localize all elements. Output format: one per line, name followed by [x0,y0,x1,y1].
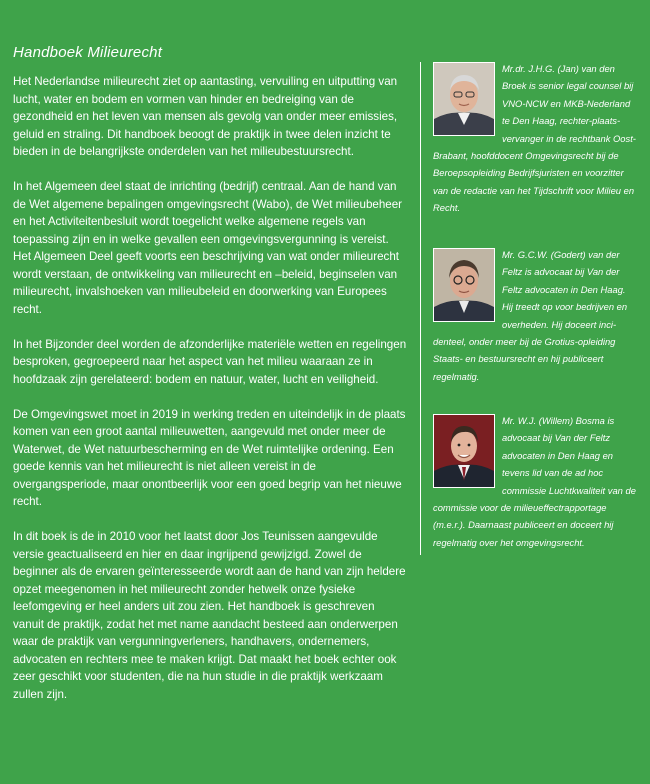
page-title: Handboek Milieurecht [13,44,163,61]
author-photo [433,62,495,136]
intro-paragraph: Het Nederlandse milieurecht ziet op aantasting, vervuiling en uitputting van lucht, water en bodem en vormen van hinder en bedreiging van de gezondheid en het leven van mensen als gevolg van onder meer emissies, geluid en straling. Dit handboek beoogt de praktijk in twee delen inzicht te bieden in de belangrijkste onderdelen van het milieubestuursrecht. [13,75,398,158]
author-card [433,60,639,218]
column-divider [420,62,421,555]
author-photo [433,248,495,322]
author-photo [433,414,495,488]
general-part-paragraph: In het Algemeen deel staat de inrichting (bedrijf) centraal. Aan de hand van de Wet algemene bepalingen omgevingsrecht (Wabo), de Wet milieubeheer en het Activiteitenbesluit wordt toegelicht welke algemene regels van toepassing zijn en in welke gevallen een omgevingsvergunning is vereist. Het Algemeen Deel geeft voorts een beschrijving van wat onder milieurecht wordt verstaan, de ontwikkeling van milieurecht en –beleid, beginselen van milieurecht, invalshoeken van milieubeleid en doorwerking van Europees recht. [13,180,403,316]
author-bio: Mr. W.J. (Willem) Bosma is advocaat bij Van der Feltz advocaten in Den Haag en tevens lid van de ad hoc commissie Luchtkwaliteit van de commissie voor de milieueffectrapportage (m.e.r.). Daarnaast publiceert en doceert hij regelmatig over het omgevingsrecht. [433,415,636,548]
author-bio: Mr. G.C.W. (Godert) van der Feltz is advocaat bij Van der Feltz advocaten in Den Haag. Hij treedt op voor bedrijven en overheden. Hij doceert incidenteel, onder meer bij de Grotius-opleiding Staats- en bestuursrecht en hij publiceert regelmatig. [433,249,628,382]
author-card [433,412,639,551]
author-bio: Mr.dr. J.H.G. (Jan) van den Broek is senior legal counsel bij VNO-NCW en MKB-Nederland te Den Haag, rechter-plaatsvervanger in de rechtbank Oost-Brabant, hoofddocent Omgevingsrecht bij de Beroepsopleiding Bedrijfsjuristen en voorzitter van de redactie van het Tijdschrift voor Milieu en Recht. [433,63,636,214]
author-card [433,246,639,412]
special-part-paragraph: In het Bijzonder deel worden de afzonderlijke materiële wetten en regelingen besproken, gegroepeerd naar het aspect van het milieu waaraan ze in hoofdzaak zijn gerelateerd: bodem en natuur, water, lucht en veiligheid. [13,337,407,386]
edition-paragraph: In dit boek is de in 2010 voor het laatst door Jos Teunissen aangevulde versie geactualiseerd en hier en daar ingrijpend gewijzigd. Zowel de beginner als de ervaren geïnteresseerde wordt aan de hand van zijn heldere opzet meegenomen in het milieurecht zonder hetwelk onze fysieke leefomgeving er heel anders uit zou zien. Het handboek is geschreven vanuit de praktijk, zodat het met name aandacht besteed aan onderwerpen waar de praktijk van vergunningverleners, handhavers, ondernemers, advocaten en rechters mee te maken krijgt. Dat maakt het boek echter ook zeer geschikt voor studenten, die na hun studie in die praktijk werkzaam zullen zijn. [13,530,406,701]
authors-sidebar [433,60,639,551]
environment-act-paragraph: De Omgevingswet moet in 2019 in werking treden en uiteindelijk in de plaats komen van een groot aantal milieuwetten, aangevuld met onder meer de Waterwet, de Wet natuurbescherming en de Wet ruimtelijke ordening. Een goede kennis van het milieurecht is niet alleen vereist in de overgangsperiode, maar onontbeerlijk voor een goed begrip van het nieuwe recht. [13,407,406,508]
main-column [13,44,408,721]
